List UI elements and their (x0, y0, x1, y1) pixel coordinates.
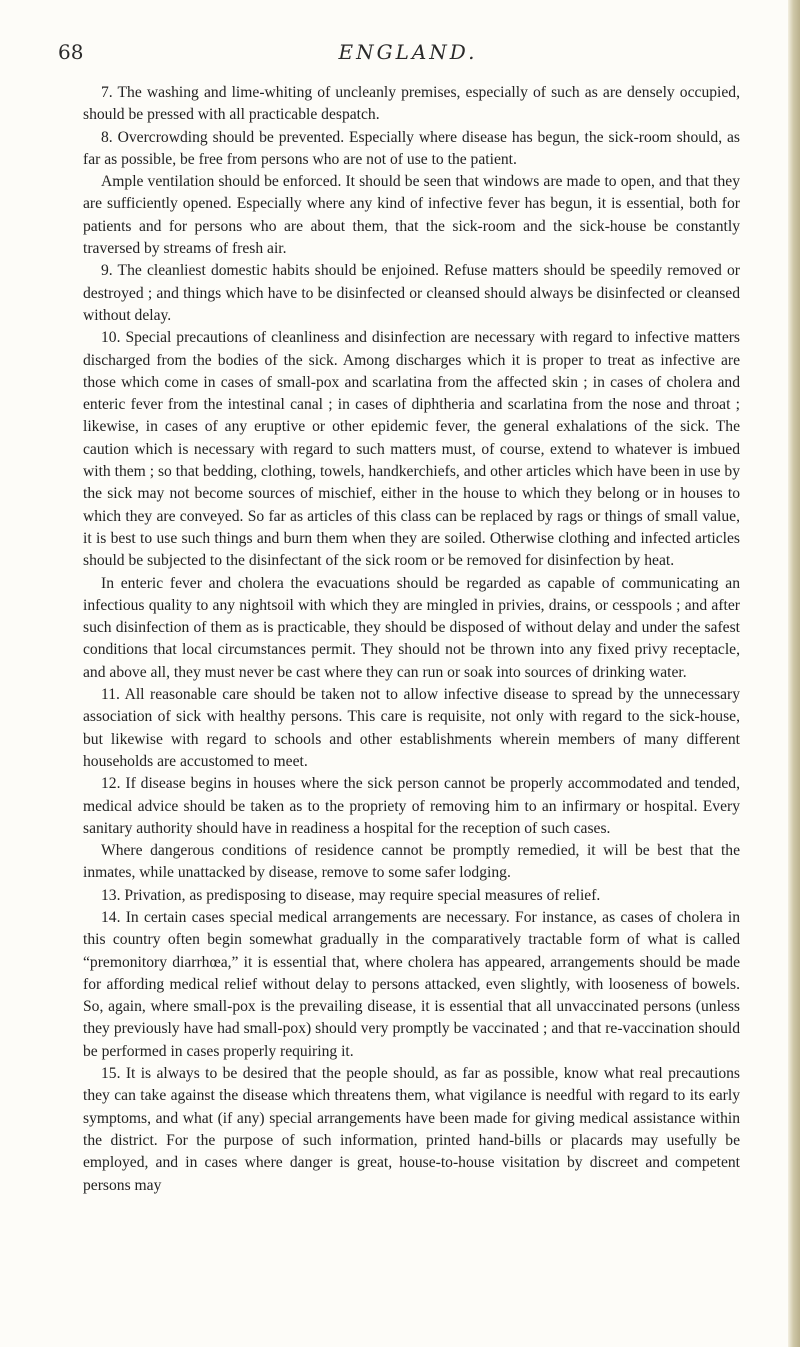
running-head: ENGLAND. (338, 40, 478, 64)
paragraph-dangerous-conditions: Where dangerous conditions of residence cannot be promptly remedied, it will be best that the inmates, while unattacked by disease, remove to some safer lodging. (83, 842, 740, 882)
paragraph-enteric-fever: In enteric fever and cholera the evacuations should be regarded as capable of communicating an infectious quality to any nightsoil with which they are mingled in privies, drains, or cesspools ; and after such disinfection of them as is practicable, they should be disposed of without delay and under the safest conditions that local circumstances permit. They should not be thrown into any fixed privy receptacle, and above all, they must never be cast where they can run or soak into sources of drinking water. (83, 574, 740, 681)
page-edge-shadow (788, 0, 800, 1347)
paragraph-11: 11. All reasonable care should be taken not to allow infective disease to spread by the unnecessary association of sick with healthy persons. This care is requisite, not only with regard to the sick-house, but likewise with regard to schools and other establishments wherein members of many different households are accustomed to meet. (83, 686, 740, 770)
paragraph-13: 13. Privation, as predisposing to disease, may require special measures of relief. (101, 886, 601, 904)
body-text (83, 82, 740, 1197)
paragraph-ventilation: Ample ventilation should be enforced. It should be seen that windows are made to open, and that they are sufficiently opened. Especially where any kind of infective fever has begun, it is essential, both for patients and for persons who are about them, that the sick-room and the sick-house be constantly traversed by streams of fresh air. (83, 173, 740, 258)
page-number: 68 (58, 40, 84, 64)
paragraph-10: 10. Special precautions of cleanliness and disinfection are necessary with regard to infective matters discharged from the bodies of the sick. Among discharges which it is proper to treat as infective are those which come in cases of small-pox and scarlatina from the affected skin ; in cases of cholera and enteric fever from the intestinal canal ; in cases of diphtheria and scarlatina from the nose and throat ; likewise, in cases of any eruptive or other epidemic fever, the general exhalations of the sick. The caution which is necessary with regard to such matters must, of course, extend to whatever is imbued with them ; so that bedding, clothing, towels, handkerchiefs, and other articles which have been in use by the sick may not become sources of mischief, either in the house to which they belong or in houses to which they are conveyed. So far as articles of this class can be replaced by rags or things of small value, it is best to use such things and burn them when they are soiled. Otherwise clothing and infected articles should be subjected to the disinfectant of the sick room or be removed for disinfection by heat. (83, 329, 740, 570)
paragraph-8: 8. Overcrowding should be prevented. Especially where disease has begun, the sick-room should, as far as possible, be free from persons who are not of use to the patient. (83, 128, 740, 168)
paragraph-7: 7. The washing and lime-whiting of uncleanly premises, especially of such as are densely occupied, should be pressed with all practicable despatch. (83, 84, 740, 124)
paragraph-14: 14. In certain cases special medical arrangements are necessary. For instance, as cases of cholera in this country often begin somewhat gradually in the comparatively tractable form of what is called “premonitory diarrhœa,” it is essential that, where cholera has appeared, arrangements should be made for affording medical relief without delay to persons attacked, even slightly, with looseness of bowels. So, again, where small-pox is the prevailing disease, it is essential that all unvaccinated persons (unless they previously have had small-pox) should very promptly be vaccinated ; and that re-vaccination should be performed in cases properly requiring it. (83, 908, 740, 1060)
paragraph-12: 12. If disease begins in houses where the sick person cannot be properly accommodated and tended, medical advice should be taken as to the propriety of removing him to an infirmary or hospital. Every sanitary authority should have in readiness a hospital for the reception of such cases. (83, 775, 740, 837)
paragraph-9: 9. The cleanliest domestic habits should be enjoined. Refuse matters should be speedily removed or destroyed ; and things which have to be disinfected or cleansed should always be disinfected or cleansed without delay. (83, 262, 740, 324)
page-header (58, 40, 758, 76)
paragraph-15: 15. It is always to be desired that the people should, as far as possible, know what real precautions they can take against the disease which threatens them, what vigilance is needful with regard to its early symptoms, and what (if any) special arrangements have been made for giving medical assistance within the district. For the purpose of such information, printed hand-bills or placards may usefully be employed, and in cases where danger is great, house-to-house visitation by discreet and competent persons may (83, 1065, 740, 1194)
